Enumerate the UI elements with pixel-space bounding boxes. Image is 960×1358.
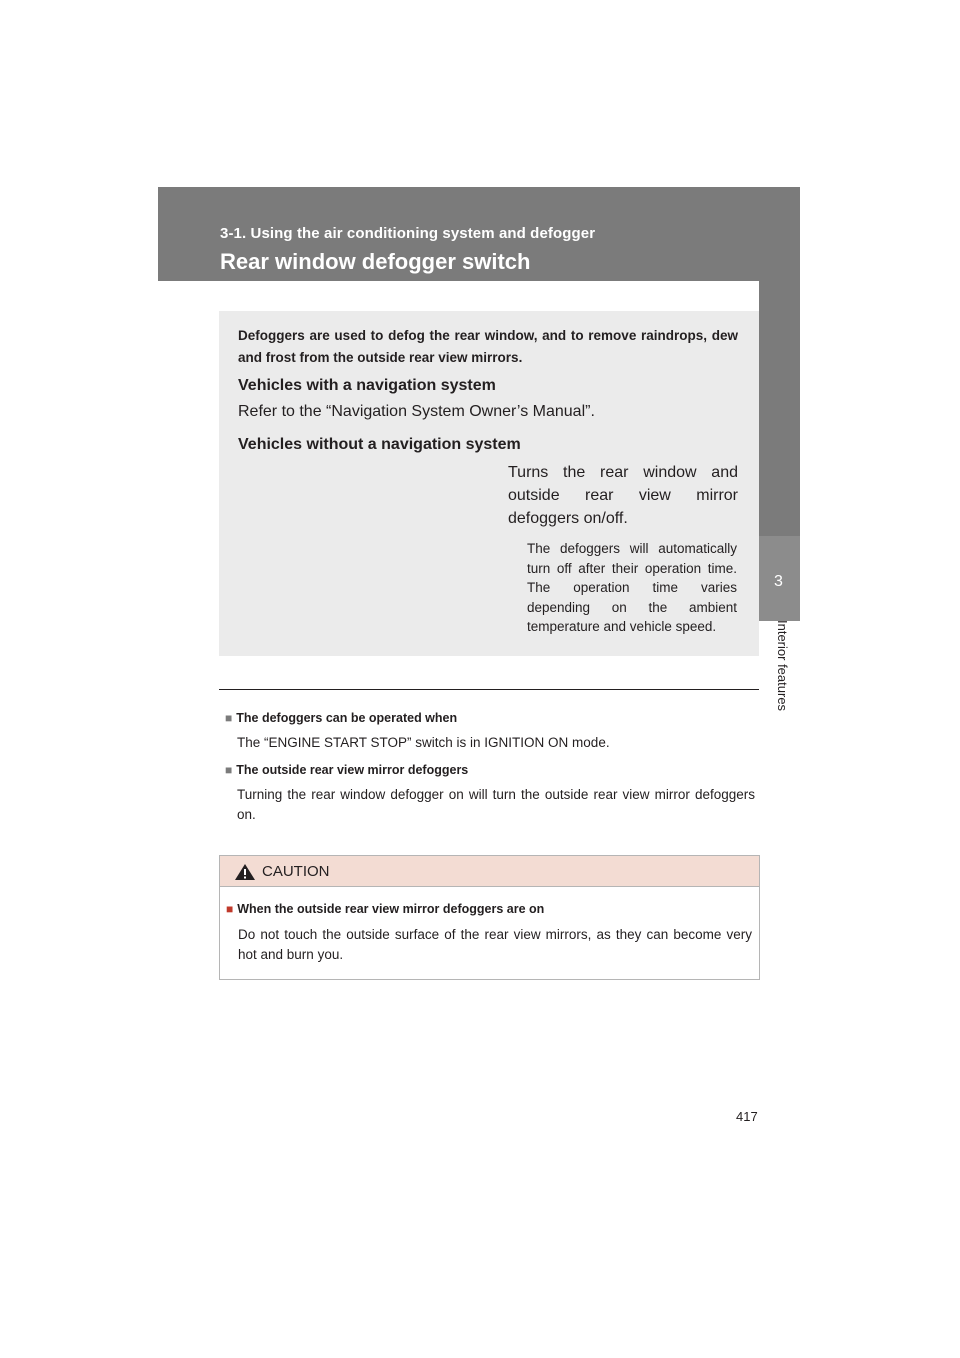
caution-body: Do not touch the outside surface of the rear view mirrors, as they can become very hot and burn you. [238, 927, 752, 962]
chapter-number: 3 [774, 573, 783, 590]
with-nav-text: Refer to the “Navigation System Owner’s Manual”. [238, 403, 595, 420]
auto-off-text: The defoggers will automatically turn off after their operation time. The operation time varies depending on the ambient temperature and vehicle speed. [527, 541, 737, 634]
page-title: Rear window defogger switch [220, 249, 531, 274]
note-body: Turning the rear window defogger on will turn the outside rear view mirror defoggers on. [237, 787, 755, 822]
note-title [225, 711, 755, 725]
bullet-icon: ■ [225, 763, 233, 777]
caution-box [219, 855, 760, 980]
section-header [158, 187, 800, 281]
bullet-icon: ■ [225, 711, 233, 725]
divider [219, 689, 759, 690]
page-number: 417 [736, 1109, 758, 1124]
note-mirror-defoggers [225, 763, 755, 824]
note-title [225, 763, 755, 777]
chapter-title: Interior features [775, 620, 790, 712]
caution-label: CAUTION [262, 863, 330, 880]
caution-item-title [226, 902, 544, 916]
turns-text: Turns the rear window and outside rear view mirror defoggers on/off. [508, 464, 738, 527]
intro-text: Defoggers are used to defog the rear window, and to remove raindrops, dew and frost from the outside rear view mirrors. [238, 328, 738, 365]
note-title-text: The defoggers can be operated when [236, 711, 458, 725]
bullet-icon: ■ [226, 902, 234, 916]
without-nav-heading: Vehicles without a navigation system [238, 436, 521, 453]
with-nav-heading: Vehicles with a navigation system [238, 377, 496, 394]
intro-box [219, 311, 759, 656]
caution-header [220, 856, 759, 887]
caution-item-title-text: When the outside rear view mirror defoggers are on [237, 902, 545, 916]
note-title-text: The outside rear view mirror defoggers [236, 763, 469, 777]
note-operation [225, 711, 755, 753]
section-label: 3-1. Using the air conditioning system and defogger [220, 225, 596, 242]
warning-icon [234, 863, 256, 881]
note-body: The “ENGINE START STOP” switch is in IGNITION ON mode. [237, 735, 610, 750]
